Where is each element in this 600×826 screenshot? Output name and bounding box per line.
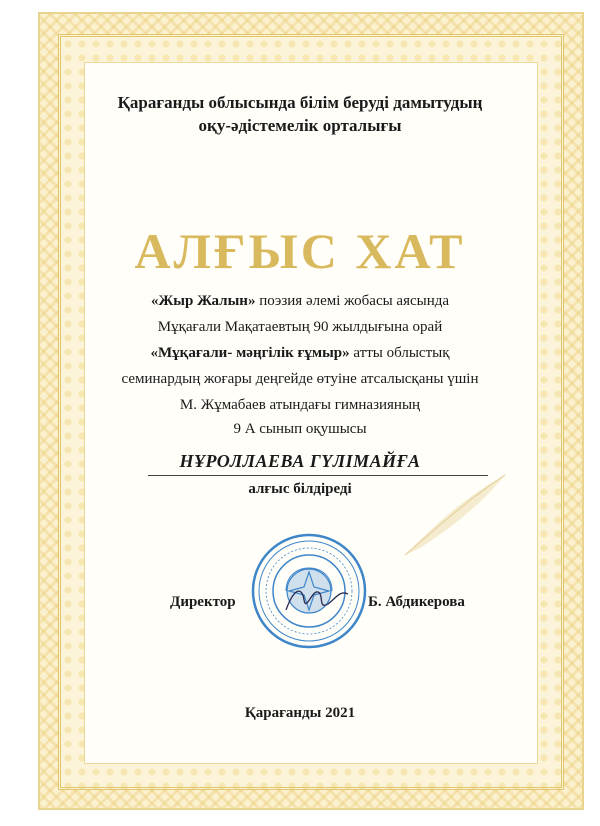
body-line-1 [0, 290, 600, 313]
director-signature-icon [282, 580, 352, 620]
body-line-1-text: поэзия әлемі жобасы аясында [255, 293, 450, 309]
body-line-5: М. Жұмабаев атындағы гимназияның [179, 397, 421, 413]
feather-quill-icon [400, 470, 510, 560]
body-line-4: семинардың жоғары деңгейде өтуіне атсалысқаны үшін [121, 371, 479, 387]
certificate-title: АЛҒЫС ХАТ [134, 223, 466, 279]
organization-name-line-2: оқу-әдістемелік орталығы [198, 116, 402, 135]
organization-name-line-1: Қарағанды облысында білім беруді дамытудың [117, 93, 483, 112]
body-line-3-text: атты облыстық [349, 345, 450, 361]
body-line-6: 9 А сынып оқушысы [233, 421, 367, 437]
signatory-name: Б. Абдикерова [368, 594, 465, 610]
seminar-name: «Мұқағали- мәңгілік ғұмыр» [150, 345, 350, 361]
city-year: Қарағанды 2021 [244, 705, 356, 721]
recipient-name: НҰРОЛЛАЕВА ГҮЛІМАЙҒА [179, 451, 421, 471]
body-line-3 [0, 342, 600, 365]
thanks-line: алғыс білдіреді [248, 481, 352, 497]
body-line-2: Мұқағали Мақатаевтың 90 жылдығына орай [157, 319, 443, 335]
project-name: «Жыр Жалын» [150, 293, 256, 309]
signature-role: Директор [170, 594, 236, 610]
